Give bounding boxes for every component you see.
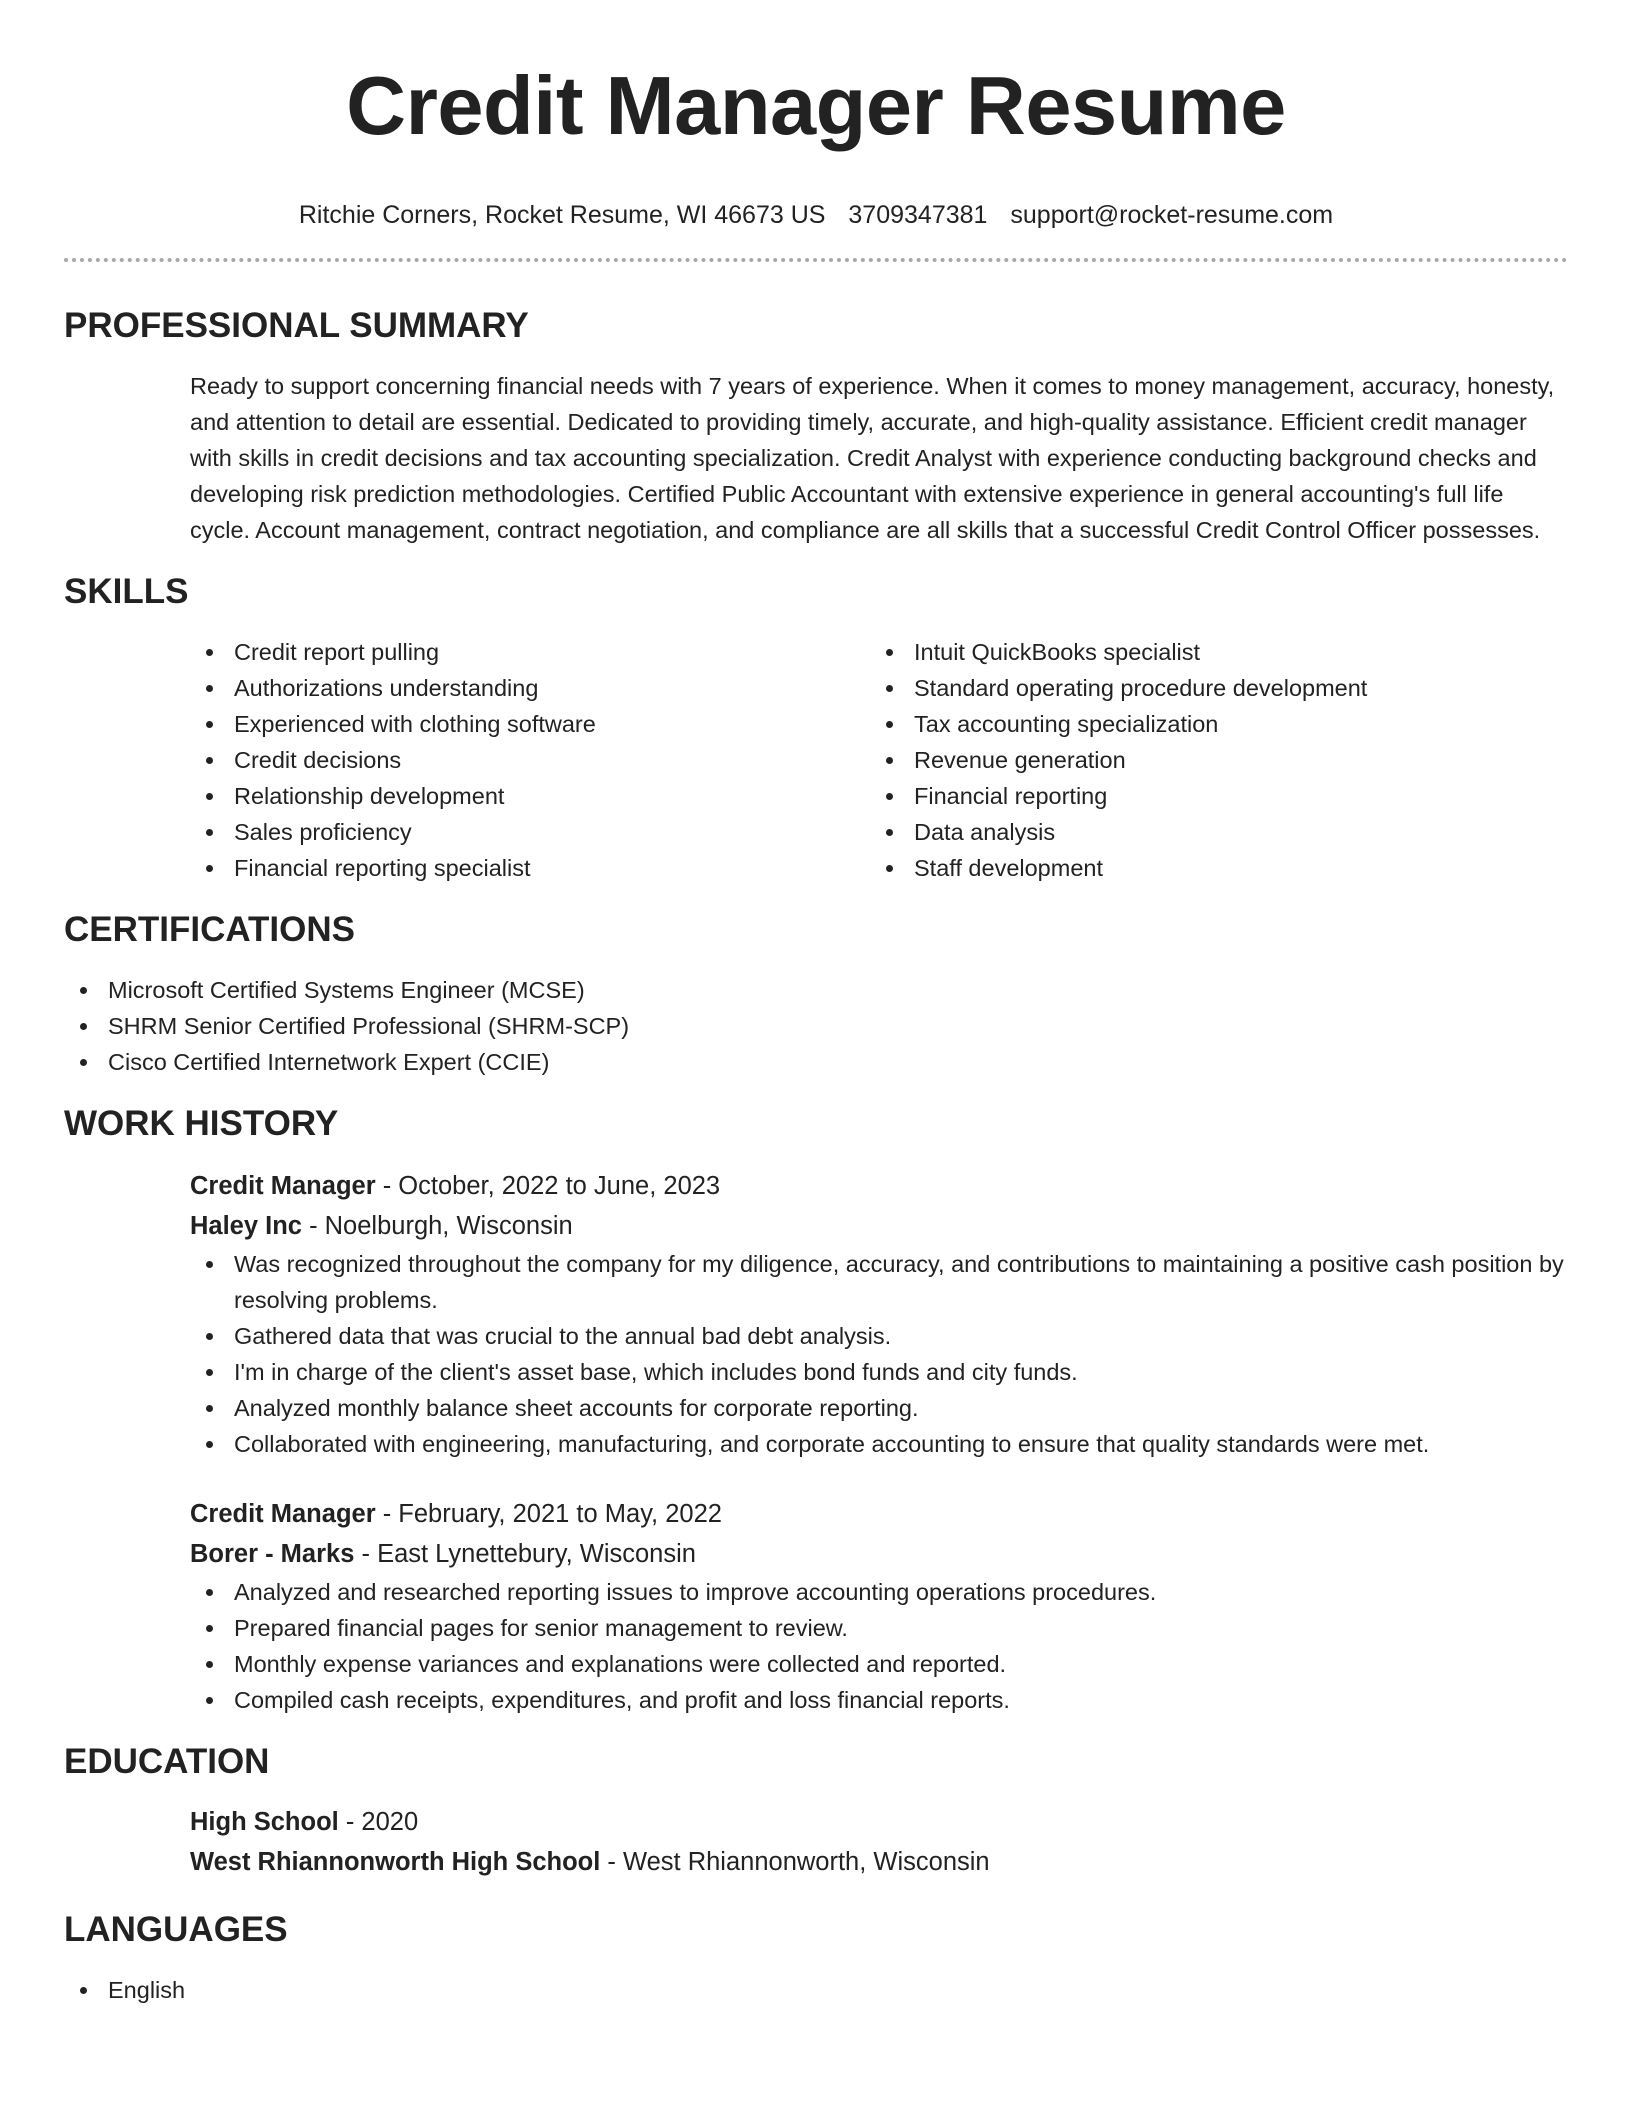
education-degree-line bbox=[190, 1802, 1568, 1842]
skill-item: Financial reporting bbox=[870, 778, 1550, 814]
education-school: West Rhiannonworth High School bbox=[190, 1848, 601, 1876]
skills-column-left bbox=[190, 634, 870, 886]
skill-item: Authorizations understanding bbox=[190, 670, 870, 706]
job-dates: - February, 2021 to May, 2022 bbox=[375, 1500, 722, 1528]
certification-item: SHRM Senior Certified Professional (SHRM-SCP) bbox=[64, 1008, 1568, 1044]
education-location: - West Rhiannonworth, Wisconsin bbox=[600, 1848, 990, 1876]
job-bullet: Was recognized throughout the company for my diligence, accuracy, and contributions to maintaining a positive cash position by resolving problems. bbox=[190, 1246, 1568, 1318]
education-degree: High School bbox=[190, 1808, 339, 1836]
skill-item: Staff development bbox=[870, 850, 1550, 886]
work-history-heading: WORK HISTORY bbox=[64, 1104, 339, 1143]
header-divider bbox=[64, 258, 1568, 262]
job-bullets bbox=[190, 1574, 1568, 1718]
job-company-line bbox=[190, 1534, 1568, 1574]
skills-heading: SKILLS bbox=[64, 572, 189, 611]
language-item: English bbox=[64, 1972, 1568, 2008]
resume-title: Credit Manager Resume bbox=[346, 59, 1286, 152]
certification-item: Microsoft Certified Systems Engineer (MCSE) bbox=[64, 972, 1568, 1008]
job-title: Credit Manager bbox=[190, 1500, 376, 1528]
certifications-heading: CERTIFICATIONS bbox=[64, 910, 356, 949]
job-bullet: Gathered data that was crucial to the annual bad debt analysis. bbox=[190, 1318, 1568, 1354]
job-title-line bbox=[190, 1494, 1568, 1534]
skill-item: Financial reporting specialist bbox=[190, 850, 870, 886]
skill-item: Revenue generation bbox=[870, 742, 1550, 778]
job-bullet: Monthly expense variances and explanations were collected and reported. bbox=[190, 1646, 1568, 1682]
job-title-line bbox=[190, 1166, 1568, 1206]
skill-item: Credit report pulling bbox=[190, 634, 870, 670]
job-company-line bbox=[190, 1206, 1568, 1246]
languages-list bbox=[64, 1972, 1568, 2008]
job-bullet: Analyzed monthly balance sheet accounts for corporate reporting. bbox=[190, 1390, 1568, 1426]
job-entry bbox=[190, 1494, 1568, 1718]
skill-item: Tax accounting specialization bbox=[870, 706, 1550, 742]
skill-item: Data analysis bbox=[870, 814, 1550, 850]
education-school-line bbox=[190, 1842, 1568, 1882]
job-title: Credit Manager bbox=[190, 1172, 376, 1200]
job-entry bbox=[190, 1166, 1568, 1462]
contact-phone: 3709347381 bbox=[848, 201, 988, 229]
skill-item: Relationship development bbox=[190, 778, 870, 814]
job-location: - East Lynettebury, Wisconsin bbox=[354, 1540, 696, 1568]
education-heading: EDUCATION bbox=[64, 1742, 270, 1781]
education-entry bbox=[190, 1802, 1568, 1882]
contact-line bbox=[64, 200, 1568, 230]
job-bullet: Analyzed and researched reporting issues to improve accounting operations procedures. bbox=[190, 1574, 1568, 1610]
job-location: - Noelburgh, Wisconsin bbox=[301, 1212, 573, 1240]
resume-page bbox=[64, 0, 1568, 2008]
skills-list bbox=[190, 634, 1568, 886]
summary-heading: PROFESSIONAL SUMMARY bbox=[64, 306, 529, 345]
job-dates: - October, 2022 to June, 2023 bbox=[375, 1172, 721, 1200]
skill-item: Sales proficiency bbox=[190, 814, 870, 850]
job-bullets bbox=[190, 1246, 1568, 1462]
education-year: - 2020 bbox=[338, 1808, 419, 1836]
skills-column-right bbox=[870, 634, 1550, 886]
job-bullet: Compiled cash receipts, expenditures, and profit and loss financial reports. bbox=[190, 1682, 1568, 1718]
skill-item: Standard operating procedure development bbox=[870, 670, 1550, 706]
contact-address: Ritchie Corners, Rocket Resume, WI 46673 US bbox=[298, 201, 826, 229]
languages-heading: LANGUAGES bbox=[64, 1910, 288, 1949]
job-bullet: Collaborated with engineering, manufacturing, and corporate accounting to ensure that quality standards were met. bbox=[190, 1426, 1568, 1462]
job-bullet: I'm in charge of the client's asset base, which includes bond funds and city funds. bbox=[190, 1354, 1568, 1390]
contact-email: support@rocket-resume.com bbox=[1010, 201, 1334, 229]
summary-text: Ready to support concerning financial needs with 7 years of experience. When it comes to money management, accuracy, honesty, and attention to detail are essential. Dedicated to providing timely, accurate, and high-quality assistance. Efficient credit manager with skills in credit decisions and tax accounting specialization. Credit Analyst with experience conducting background checks and developing risk prediction methodologies. Certified Public Accountant with extensive experience in general accounting's full life cycle. Account management, contract negotiation, and compliance are all skills that a successful Credit Control Officer possesses. bbox=[190, 373, 1555, 543]
skill-item: Experienced with clothing software bbox=[190, 706, 870, 742]
job-company: Borer - Marks bbox=[190, 1540, 355, 1568]
certification-item: Cisco Certified Internetwork Expert (CCIE) bbox=[64, 1044, 1568, 1080]
skill-item: Credit decisions bbox=[190, 742, 870, 778]
job-bullet: Prepared financial pages for senior management to review. bbox=[190, 1610, 1568, 1646]
skill-item: Intuit QuickBooks specialist bbox=[870, 634, 1550, 670]
job-company: Haley Inc bbox=[190, 1212, 302, 1240]
certifications-list bbox=[64, 972, 1568, 1080]
